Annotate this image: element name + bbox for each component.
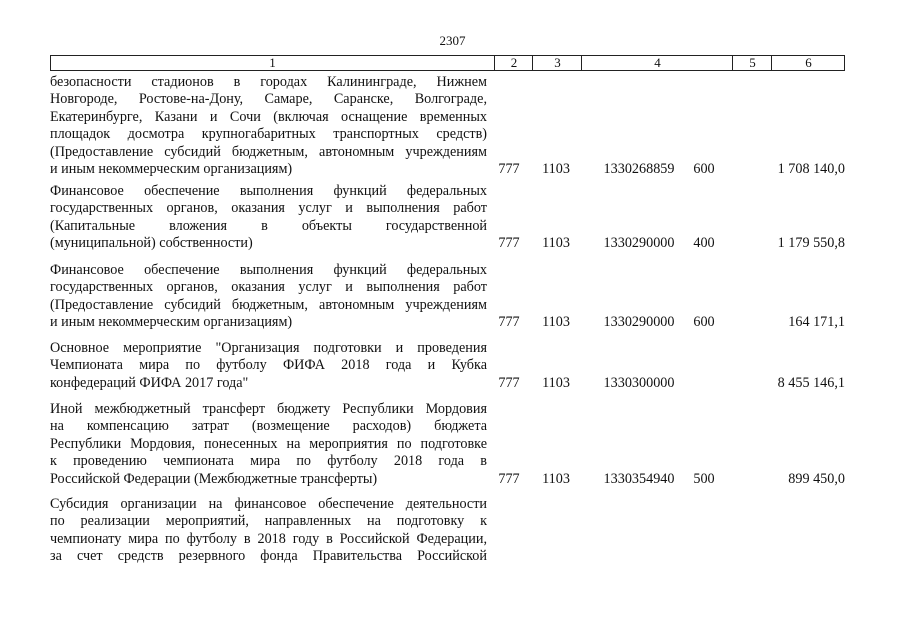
cell-col-5: 500 bbox=[693, 470, 715, 487]
header-col-5: 5 bbox=[732, 56, 772, 70]
description-line: площадок досмотра крупногабаритных транспортных средств) bbox=[50, 126, 487, 143]
cell-col-2: 777 bbox=[498, 161, 520, 177]
description-line: (муниципальной) собственности) bbox=[50, 235, 253, 252]
cell-col-5: 600 bbox=[693, 314, 715, 331]
cell-col-6: 899 450,0 bbox=[788, 470, 845, 487]
description-line: Екатеринбурге, Казани и Сочи (включая оснащение временных bbox=[50, 108, 487, 125]
cell-col-4: 1330290000 bbox=[603, 314, 675, 331]
row-description bbox=[50, 183, 487, 253]
header-col-1: 1 bbox=[269, 55, 276, 70]
cell-col-4: 1330290000 bbox=[603, 235, 675, 252]
description-line: Субсидия организации на финансовое обеспечение деятельности bbox=[50, 496, 487, 512]
header-col-4: 4 bbox=[581, 56, 733, 70]
cell-col-5: 400 bbox=[693, 235, 715, 252]
page-number: 2307 bbox=[439, 33, 466, 48]
description-line: Новгороде, Ростове-на-Дону, Самаре, Саранске, Волгограде, bbox=[50, 91, 487, 108]
description-line: Иной межбюджетный трансферт бюджету Республики Мордовия bbox=[50, 401, 487, 417]
row-description bbox=[50, 401, 487, 488]
description-line: на компенсацию затрат (возмещение расходов) бюджета bbox=[50, 418, 487, 435]
cell-col-3: 1103 bbox=[542, 235, 570, 252]
row-description bbox=[50, 340, 487, 392]
cell-col-6: 1 179 550,8 bbox=[777, 235, 845, 252]
description-line: и иным некоммерческим организациям) bbox=[50, 161, 293, 178]
description-line: (Предоставление субсидий бюджетным, автономным учреждениям bbox=[50, 143, 487, 160]
header-col-2: 2 bbox=[494, 56, 533, 70]
cell-col-6: 164 171,1 bbox=[788, 314, 845, 331]
row-description bbox=[50, 496, 487, 566]
cell-col-6: 1 708 140,0 bbox=[777, 161, 845, 177]
cell-col-5: 600 bbox=[693, 161, 715, 177]
cell-col-2: 777 bbox=[498, 235, 520, 252]
cell-col-3: 1103 bbox=[542, 314, 570, 331]
table-header bbox=[50, 55, 845, 71]
row-description bbox=[50, 74, 487, 178]
description-line: Республики Мордовия, понесенных на мероприятия по подготовке bbox=[50, 435, 487, 452]
description-line: за счет средств резервного фонда Правительства Российской bbox=[50, 548, 487, 565]
description-line: и иным некоммерческим организациям) bbox=[50, 314, 293, 331]
description-line: Основное мероприятие "Организация подготовки и проведения bbox=[50, 340, 487, 356]
cell-col-2: 777 bbox=[498, 314, 520, 331]
description-line: чемпионату мира по футболу в 2018 году в Российской Федерации, bbox=[50, 530, 487, 547]
header-col-6: 6 bbox=[771, 56, 845, 70]
header-col-3: 3 bbox=[532, 56, 582, 70]
row-description bbox=[50, 262, 487, 332]
cell-col-6: 8 455 146,1 bbox=[777, 374, 845, 391]
description-line: государственных органов, оказания услуг и выполнения работ bbox=[50, 200, 487, 217]
cell-col-2: 777 bbox=[498, 374, 520, 391]
description-line: конфедераций ФИФА 2017 года" bbox=[50, 374, 249, 391]
description-line: Финансовое обеспечение выполнения функций федеральных bbox=[50, 262, 487, 278]
description-line: (Капитальные вложения в объекты государственной bbox=[50, 217, 487, 234]
description-line: Российской Федерации (Межбюджетные трансферты) bbox=[50, 470, 378, 487]
description-line: Чемпионата мира по футболу ФИФА 2018 года и Кубка bbox=[50, 357, 487, 374]
description-line: безопасности стадионов в городах Калининграде, Нижнем bbox=[50, 74, 487, 90]
description-line: Финансовое обеспечение выполнения функций федеральных bbox=[50, 183, 487, 199]
description-line: (Предоставление субсидий бюджетным, автономным учреждениям bbox=[50, 296, 487, 313]
description-line: по реализации мероприятий, направленных на подготовку к bbox=[50, 513, 487, 530]
description-line: государственных органов, оказания услуг и выполнения работ bbox=[50, 279, 487, 296]
cell-col-3: 1103 bbox=[542, 470, 570, 487]
cell-col-4: 1330300000 bbox=[603, 374, 675, 391]
cell-col-4: 1330354940 bbox=[603, 470, 675, 487]
cell-col-4: 1330268859 bbox=[603, 161, 675, 177]
cell-col-3: 1103 bbox=[542, 161, 570, 177]
description-line: к проведению чемпионата мира по футболу 2018 года в bbox=[50, 453, 487, 470]
cell-col-2: 777 bbox=[498, 470, 520, 487]
cell-col-3: 1103 bbox=[542, 374, 570, 391]
